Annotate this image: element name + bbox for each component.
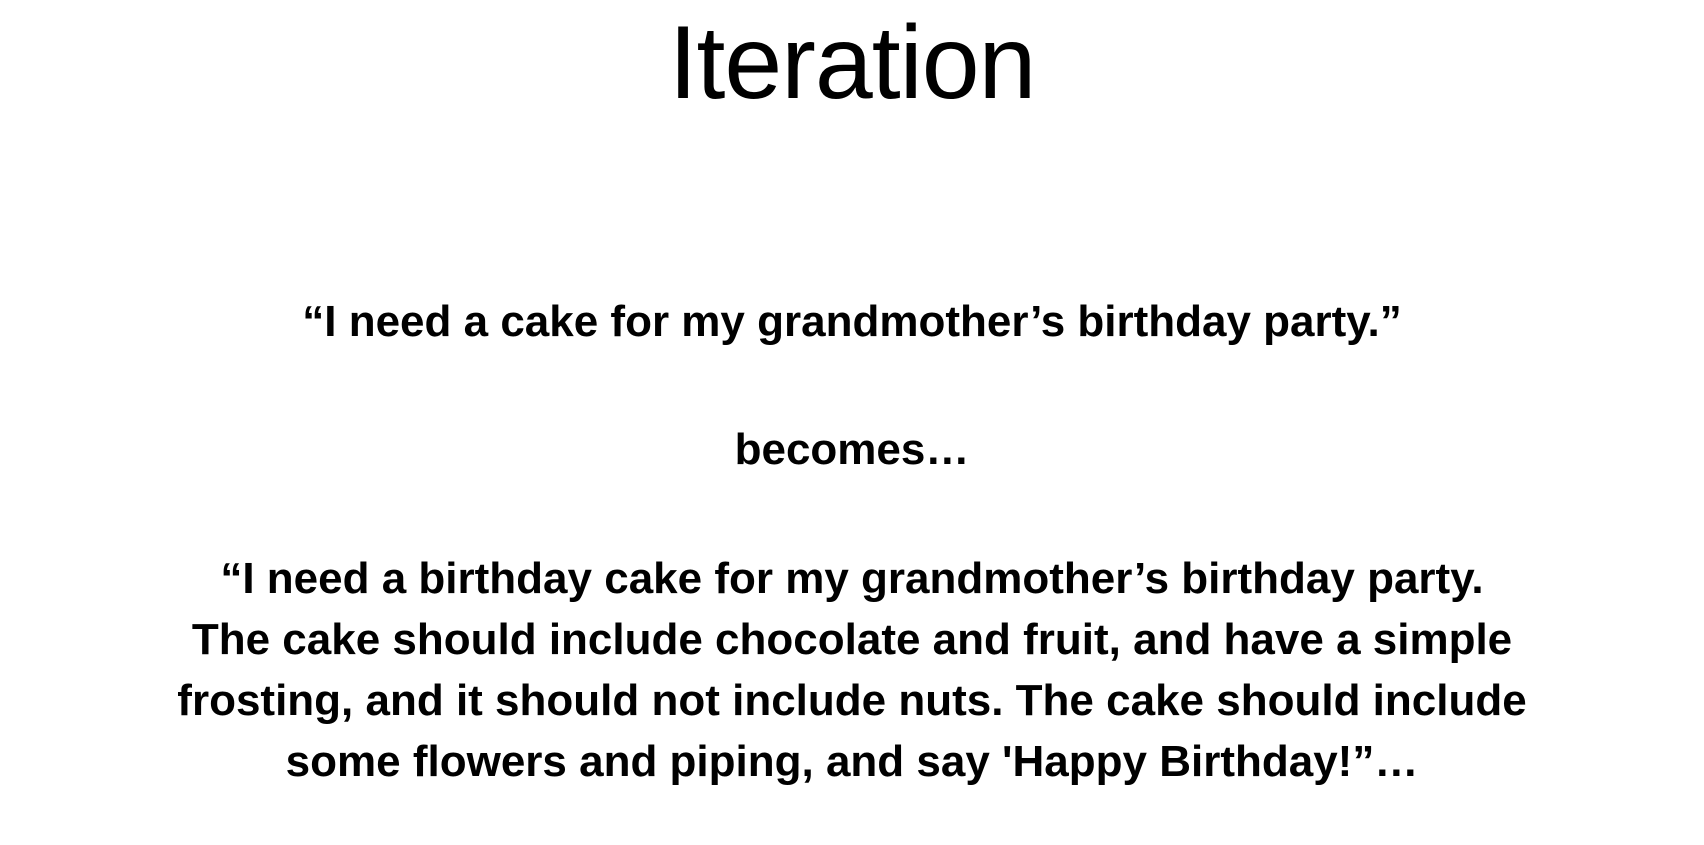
slide-title: Iteration — [668, 5, 1036, 121]
long-quote-line: some flowers and piping, and say 'Happy Birthday!”… — [285, 737, 1419, 786]
long-quote-line: frosting, and it should not include nuts. The cake should include — [177, 676, 1527, 725]
short-quote: “I need a cake for my grandmother’s birthday party.” — [302, 297, 1402, 346]
long-quote-line: “I need a birthday cake for my grandmother’s birthday party. — [220, 554, 1484, 603]
long-quote-line: The cake should include chocolate and fruit, and have a simple — [191, 615, 1513, 664]
long-quote — [0, 548, 1704, 792]
transition-text: becomes… — [734, 425, 970, 474]
